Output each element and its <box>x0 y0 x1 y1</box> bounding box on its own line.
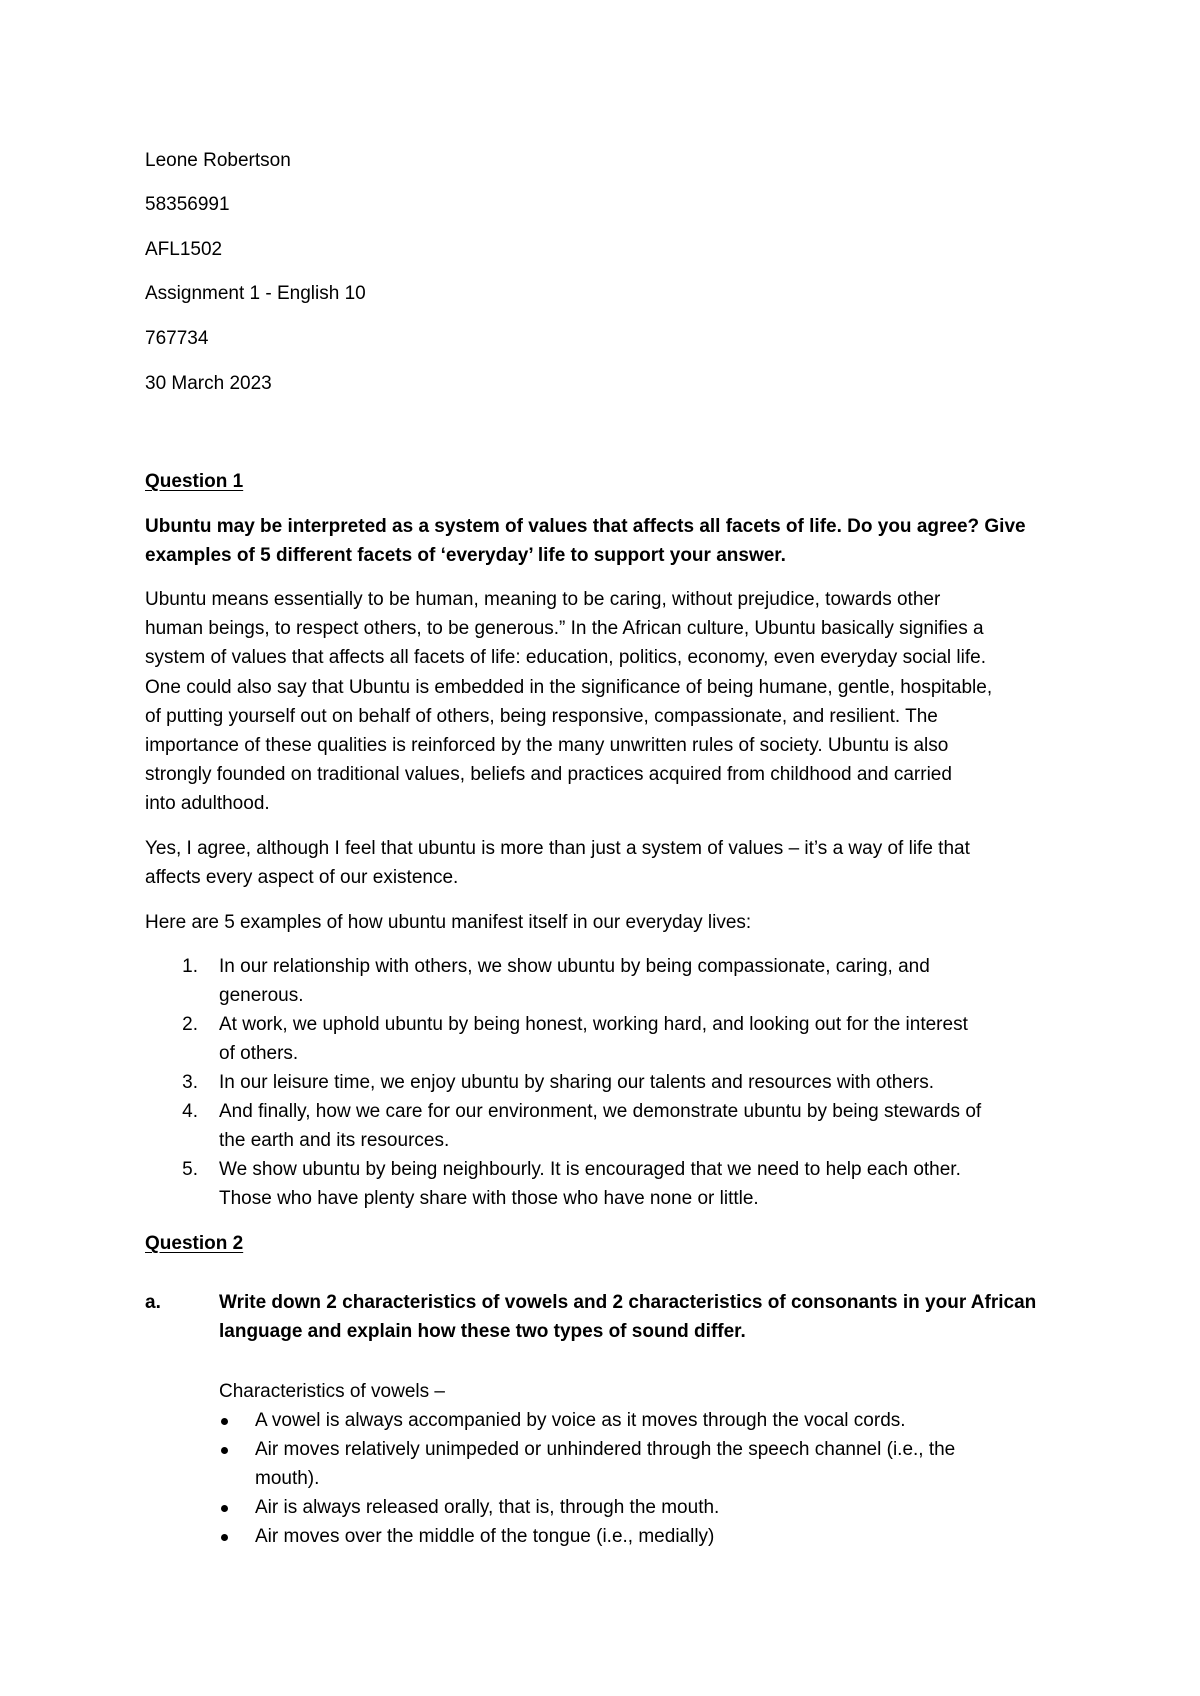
question-2-heading: Question 2 <box>145 1233 244 1254</box>
list-number: 5. <box>182 1159 198 1180</box>
list-item-line: And finally, how we care for our environment, we demonstrate ubuntu by being stewards of <box>219 1101 982 1122</box>
question-1-prompt-line: Ubuntu may be interpreted as a system of values that affects all facets of life. Do you agree? Give <box>145 516 1026 537</box>
list-number: 2. <box>182 1014 198 1035</box>
part-a-prompt-line: language and explain how these two types of sound differ. <box>219 1321 746 1342</box>
paragraph-line: importance of these qualities is reinforced by the many unwritten rules of society. Ubuntu is also <box>145 735 949 756</box>
vowel-bullet-line: A vowel is always accompanied by voice as it moves through the vocal cords. <box>255 1410 906 1431</box>
paragraph-line: Yes, I agree, although I feel that ubuntu is more than just a system of values – it’s a way of life that <box>145 838 970 859</box>
paragraph-line: into adulthood. <box>145 793 270 814</box>
list-item-line: We show ubuntu by being neighbourly. It is encouraged that we need to help each other. <box>219 1159 961 1180</box>
part-a-label: a. <box>145 1292 161 1313</box>
vowel-bullet-line: Air is always released orally, that is, through the mouth. <box>255 1497 720 1518</box>
unique-number: 767734 <box>145 328 209 349</box>
list-intro: Here are 5 examples of how ubuntu manifest itself in our everyday lives: <box>145 912 752 933</box>
vowel-bullet-line: Air moves relatively unimpeded or unhindered through the speech channel (i.e., the <box>255 1439 956 1460</box>
module-code: AFL1502 <box>145 239 223 260</box>
paragraph-line: affects every aspect of our existence. <box>145 867 459 888</box>
list-number: 3. <box>182 1072 198 1093</box>
paragraph-line: of putting yourself out on behalf of others, being responsive, compassionate, and resilient. The <box>145 706 938 727</box>
part-a-prompt-line: Write down 2 characteristics of vowels and 2 characteristics of consonants in your African <box>219 1292 1037 1313</box>
bullet-icon <box>221 1418 228 1425</box>
student-number: 58356991 <box>145 194 230 215</box>
submission-date: 30 March 2023 <box>145 373 272 394</box>
list-item-line: of others. <box>219 1043 299 1064</box>
list-number: 4. <box>182 1101 198 1122</box>
vowel-bullet-line: Air moves over the middle of the tongue (i.e., medially) <box>255 1526 715 1547</box>
paragraph-line: strongly founded on traditional values, beliefs and practices acquired from childhood and carried <box>145 764 952 785</box>
list-item-line: Those who have plenty share with those who have none or little. <box>219 1188 759 1209</box>
list-item-line: generous. <box>219 985 304 1006</box>
paragraph-line: Ubuntu means essentially to be human, meaning to be caring, without prejudice, towards other <box>145 589 941 610</box>
question-1-heading: Question 1 <box>145 471 244 492</box>
list-item-line: In our leisure time, we enjoy ubuntu by sharing our talents and resources with others. <box>219 1072 934 1093</box>
vowels-heading: Characteristics of vowels – <box>219 1381 445 1402</box>
list-item-line: the earth and its resources. <box>219 1130 450 1151</box>
list-item-line: At work, we uphold ubuntu by being honest, working hard, and looking out for the interest <box>219 1014 968 1035</box>
bullet-icon <box>221 1534 228 1541</box>
paragraph-line: human beings, to respect others, to be generous.” In the African culture, Ubuntu basically signifies a <box>145 618 984 639</box>
list-number: 1. <box>182 956 198 977</box>
student-name: Leone Robertson <box>145 150 291 171</box>
vowel-bullet-line: mouth). <box>255 1468 320 1489</box>
paragraph-line: system of values that affects all facets of life: education, politics, economy, even everyday social life. <box>145 647 986 668</box>
bullet-icon <box>221 1447 228 1454</box>
question-1-prompt-line: examples of 5 different facets of ‘everyday’ life to support your answer. <box>145 545 786 566</box>
bullet-icon <box>221 1505 228 1512</box>
paragraph-line: One could also say that Ubuntu is embedded in the significance of being humane, gentle, hospitable, <box>145 677 993 698</box>
list-item-line: In our relationship with others, we show ubuntu by being compassionate, caring, and <box>219 956 930 977</box>
assignment-title: Assignment 1 - English 10 <box>145 283 366 304</box>
